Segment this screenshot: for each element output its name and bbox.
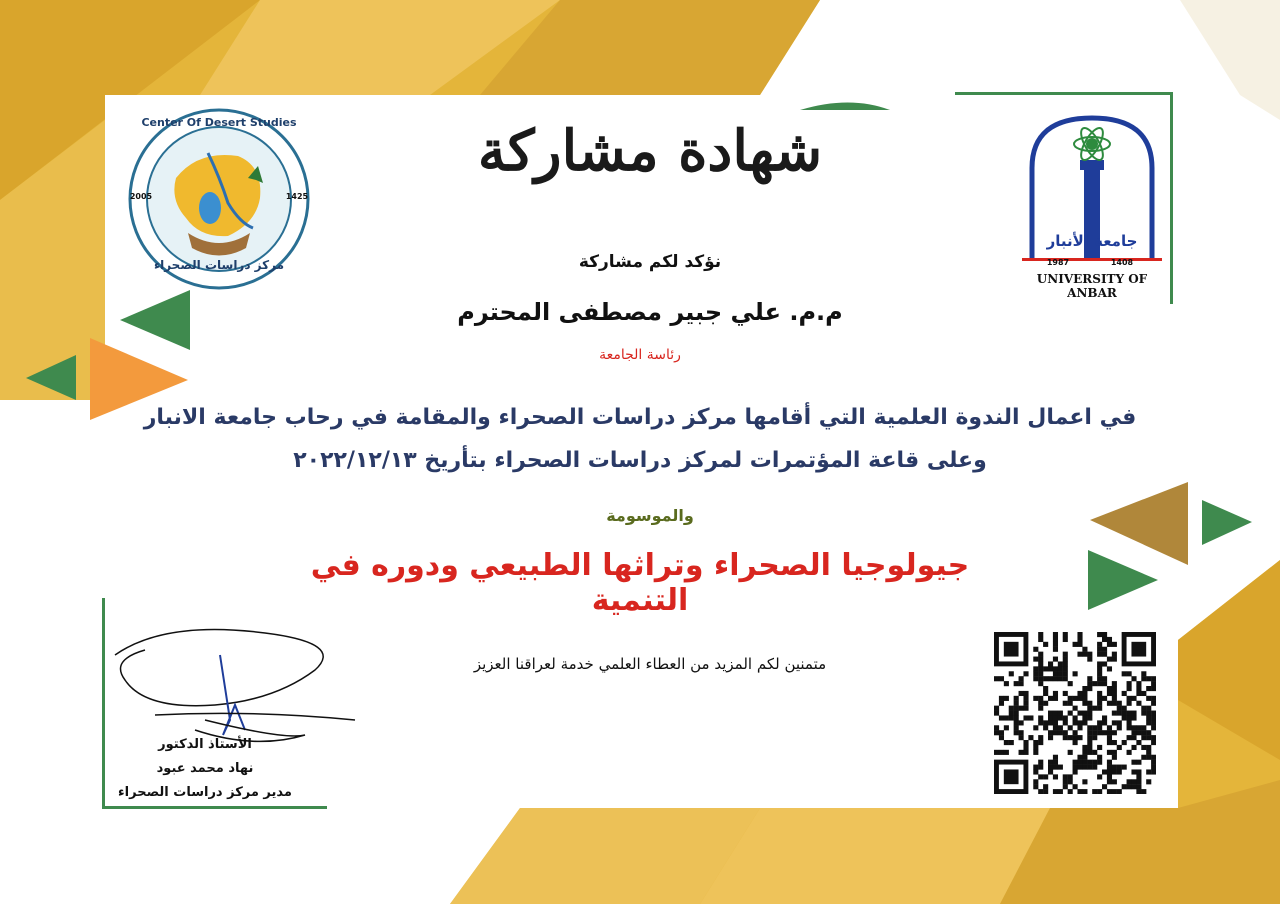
- certificate-title: شهادة مشاركة: [477, 118, 823, 184]
- signatory-position: مدير مركز دراسات الصحراء: [118, 785, 292, 800]
- anbar-logo-english-text: UNIVERSITY OF ANBAR: [1036, 272, 1148, 300]
- entitled-label: والموسومة: [606, 506, 694, 525]
- confirm-text: نؤكد لكم مشاركة: [578, 252, 722, 272]
- body-line-1: في اعمال الندوة العلمية التي أقامها مركز دراسات الصحراء والمقامة في رحاب جامعة الانبار: [143, 405, 1137, 430]
- signatory-name: نهاد محمد عبود: [156, 761, 254, 776]
- qr-code[interactable]: [994, 632, 1156, 794]
- anbar-logo-year-left: 1987: [1046, 258, 1070, 267]
- recipient-name: م.م. علي جبير مصطفى المحترم: [457, 298, 843, 326]
- anbar-logo-year-right: 1408: [1110, 258, 1134, 267]
- desert-logo-ring-text: Center Of Desert Studies: [141, 116, 297, 129]
- anbar-logo-arabic-text: جامعة الأنبار: [1046, 232, 1138, 250]
- seminar-topic: جيولوجيا الصحراء وتراثها الطبيعي ودوره في التنمية: [310, 548, 970, 618]
- university-of-anbar-logo: [1012, 108, 1172, 288]
- signatory-title: الأستاذ الدكتور: [158, 737, 252, 752]
- desert-logo-year-left: 2005: [129, 192, 153, 201]
- issuing-office: رئاسة الجامعة: [599, 347, 681, 363]
- closing-wish: متمنين لكم المزيد من العطاء العلمي خدمة لعراقنا العزيز: [473, 655, 827, 673]
- body-line-2: وعلى قاعة المؤتمرات لمركز دراسات الصحراء بتأريخ ٢٠٢٢/١٢/١٣: [293, 448, 987, 473]
- desert-logo-arabic-text: مركز دراسات الصحراء: [153, 258, 285, 272]
- handwritten-signature: [105, 625, 365, 755]
- desert-logo-year-right: 1425: [285, 192, 309, 201]
